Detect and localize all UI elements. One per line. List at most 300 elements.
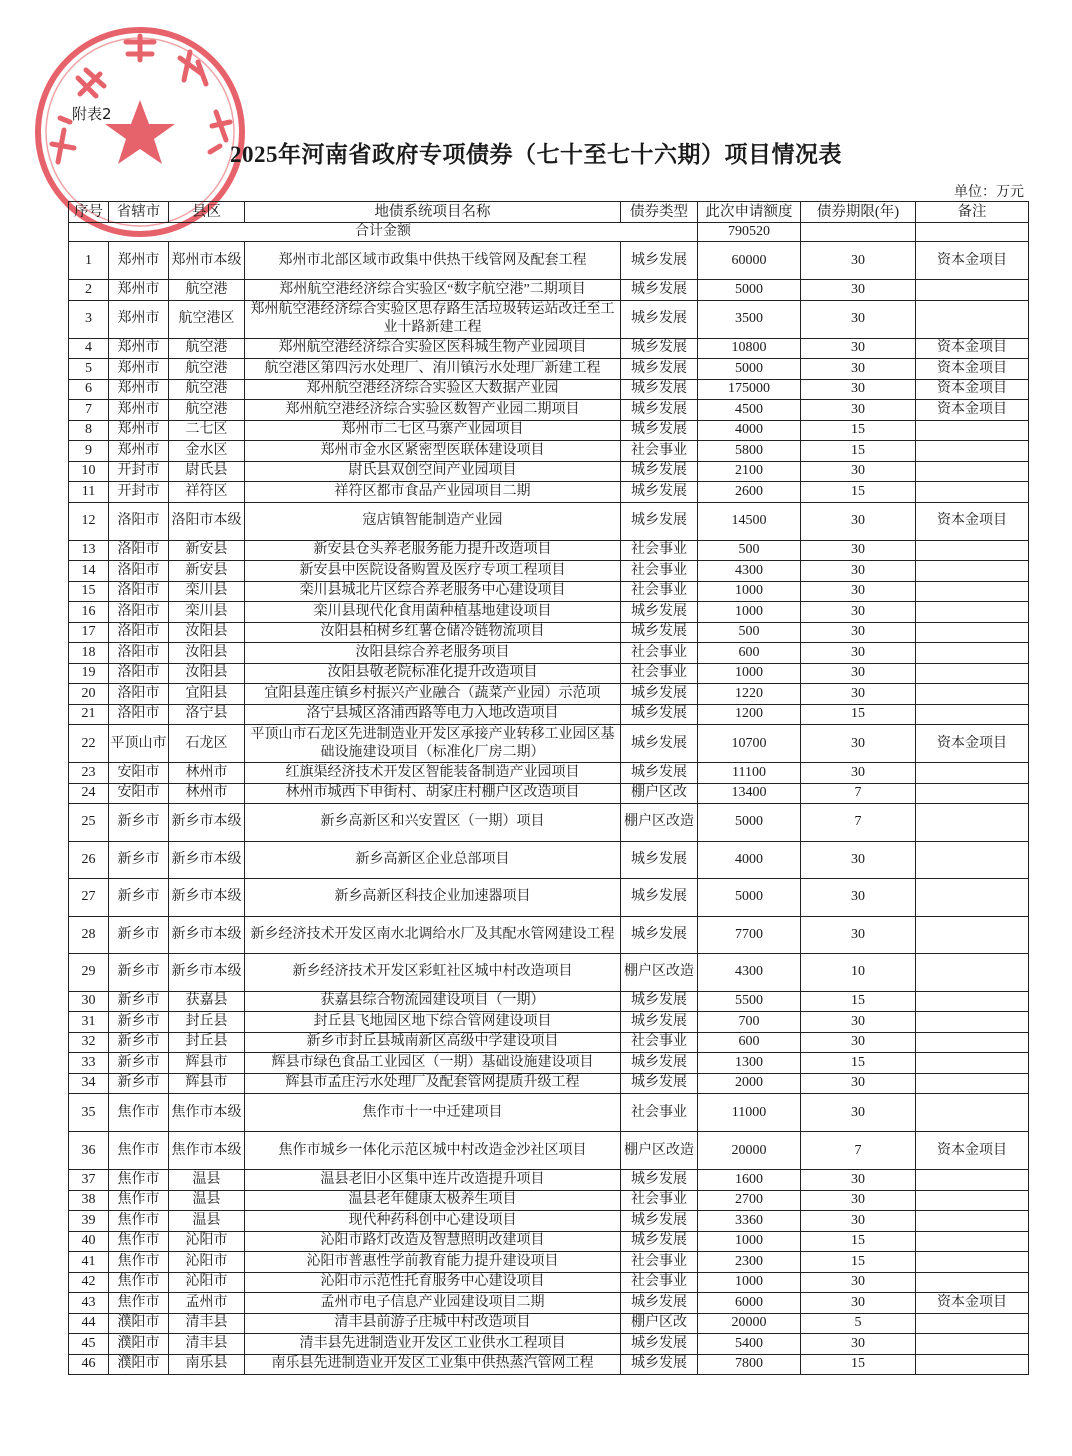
header-row [69,202,1029,223]
cell-city: 郑州市 [109,420,169,441]
cell-bond-type: 城乡发展 [621,1170,698,1191]
cell-county: 航空港 [169,280,245,301]
cell-row-no: 39 [69,1211,109,1232]
cell-project-name: 郑州航空港经济综合实验区“数字航空港”二期项目 [245,280,621,301]
cell-term: 30 [801,1190,916,1211]
cell-bond-type: 社会事业 [621,1252,698,1273]
table-row [69,1073,1029,1094]
table-row [69,482,1029,503]
cell-bond-type: 棚户区改 [621,783,698,804]
cell-bond-type: 城乡发展 [621,400,698,421]
cell-amount: 4300 [698,561,801,582]
col-header-bond-type: 债券类型 [621,202,698,223]
cell-city: 焦作市 [109,1272,169,1293]
cell-project-name: 孟州市电子信息产业园建设项目二期 [245,1293,621,1314]
cell-remark [916,804,1029,842]
cell-row-no: 25 [69,804,109,842]
cell-row-no: 34 [69,1073,109,1094]
table-row [69,1252,1029,1273]
cell-county: 焦作市本级 [169,1094,245,1132]
table-row [69,502,1029,540]
cell-city: 濮阳市 [109,1354,169,1375]
cell-amount: 500 [698,622,801,643]
cell-amount: 4500 [698,400,801,421]
cell-term: 7 [801,804,916,842]
cell-row-no: 16 [69,602,109,623]
cell-amount: 6000 [698,1293,801,1314]
total-row [69,223,1029,242]
cell-remark [916,763,1029,784]
cell-project-name: 现代种药科创中心建设项目 [245,1211,621,1232]
cell-city: 焦作市 [109,1252,169,1273]
cell-amount: 600 [698,643,801,664]
cell-amount: 175000 [698,379,801,400]
cell-amount: 7700 [698,916,801,954]
cell-amount: 1600 [698,1170,801,1191]
cell-term: 30 [801,1293,916,1314]
cell-city: 郑州市 [109,338,169,359]
cell-city: 郑州市 [109,359,169,380]
cell-county: 汝阳县 [169,663,245,684]
cell-project-name: 祥符区都市食品产业园项目二期 [245,482,621,503]
cell-city: 洛阳市 [109,684,169,705]
cell-city: 郑州市 [109,242,169,280]
cell-city: 洛阳市 [109,622,169,643]
cell-bond-type: 城乡发展 [621,502,698,540]
cell-amount: 1000 [698,663,801,684]
cell-county: 孟州市 [169,1293,245,1314]
cell-term: 30 [801,540,916,561]
cell-bond-type: 城乡发展 [621,622,698,643]
cell-project-name: 航空港区第四污水处理厂、洧川镇污水处理厂新建工程 [245,359,621,380]
table-row [69,704,1029,725]
cell-remark [916,280,1029,301]
cell-term: 30 [801,1334,916,1355]
cell-amount: 4300 [698,954,801,992]
cell-bond-type: 社会事业 [621,1032,698,1053]
cell-amount: 3500 [698,300,801,338]
cell-amount: 2300 [698,1252,801,1273]
cell-project-name: 林州市城西下申街村、胡家庄村棚户区改造项目 [245,783,621,804]
cell-term: 30 [801,916,916,954]
col-header-project-name: 地债系统项目名称 [245,202,621,223]
cell-bond-type: 城乡发展 [621,1073,698,1094]
table-row [69,1293,1029,1314]
cell-county: 清丰县 [169,1313,245,1334]
cell-city: 安阳市 [109,783,169,804]
cell-remark [916,602,1029,623]
cell-remark [916,482,1029,503]
cell-city: 开封市 [109,482,169,503]
cell-city: 开封市 [109,461,169,482]
cell-row-no: 8 [69,420,109,441]
cell-project-name: 新乡高新区企业总部项目 [245,841,621,879]
cell-bond-type: 棚户区改造 [621,1132,698,1170]
cell-row-no: 10 [69,461,109,482]
cell-bond-type: 城乡发展 [621,1293,698,1314]
cell-term: 30 [801,400,916,421]
total-amount: 790520 [698,223,801,242]
table-row [69,379,1029,400]
cell-bond-type: 社会事业 [621,540,698,561]
cell-project-name: 寇店镇智能制造产业园 [245,502,621,540]
cell-remark [916,561,1029,582]
table-row [69,300,1029,338]
cell-row-no: 7 [69,400,109,421]
cell-city: 洛阳市 [109,663,169,684]
cell-remark [916,704,1029,725]
cell-term: 30 [801,1073,916,1094]
cell-amount: 5000 [698,804,801,842]
cell-remark [916,663,1029,684]
cell-project-name: 辉县市绿色食品工业园区（一期）基础设施建设项目 [245,1053,621,1074]
cell-city: 新乡市 [109,954,169,992]
cell-county: 温县 [169,1211,245,1232]
table-row [69,1272,1029,1293]
cell-term: 30 [801,300,916,338]
cell-bond-type: 城乡发展 [621,1334,698,1355]
cell-term: 30 [801,242,916,280]
cell-county: 栾川县 [169,581,245,602]
cell-county: 南乐县 [169,1354,245,1375]
cell-remark [916,916,1029,954]
cell-city: 洛阳市 [109,540,169,561]
cell-project-name: 尉氏县双创空间产业园项目 [245,461,621,482]
cell-row-no: 15 [69,581,109,602]
cell-city: 焦作市 [109,1211,169,1232]
cell-term: 30 [801,1211,916,1232]
cell-remark [916,991,1029,1012]
table-row [69,783,1029,804]
cell-bond-type: 城乡发展 [621,242,698,280]
cell-amount: 1000 [698,581,801,602]
cell-city: 郑州市 [109,441,169,462]
project-table [68,201,1029,1375]
cell-amount: 1000 [698,602,801,623]
cell-county: 新乡市本级 [169,879,245,917]
cell-county: 石龙区 [169,725,245,763]
cell-term: 30 [801,1032,916,1053]
cell-county: 新乡市本级 [169,804,245,842]
cell-row-no: 27 [69,879,109,917]
cell-row-no: 14 [69,561,109,582]
cell-amount: 7800 [698,1354,801,1375]
cell-city: 安阳市 [109,763,169,784]
cell-term: 7 [801,1132,916,1170]
page-title: 2025年河南省政府专项债券（七十至七十六期）项目情况表 [230,142,842,167]
cell-county: 汝阳县 [169,622,245,643]
cell-bond-type: 社会事业 [621,441,698,462]
cell-county: 航空港 [169,338,245,359]
cell-row-no: 45 [69,1334,109,1355]
cell-term: 30 [801,379,916,400]
cell-bond-type: 城乡发展 [621,338,698,359]
cell-remark: 资本金项目 [916,502,1029,540]
table-row [69,991,1029,1012]
cell-amount: 3360 [698,1211,801,1232]
cell-project-name: 沁阳市路灯改造及智慧照明改建项目 [245,1231,621,1252]
cell-remark [916,1094,1029,1132]
cell-row-no: 44 [69,1313,109,1334]
cell-bond-type: 社会事业 [621,663,698,684]
cell-city: 洛阳市 [109,643,169,664]
cell-amount: 10700 [698,725,801,763]
cell-remark [916,581,1029,602]
cell-term: 30 [801,622,916,643]
cell-project-name: 新乡市封丘县城南新区高级中学建设项目 [245,1032,621,1053]
cell-county: 金水区 [169,441,245,462]
cell-city: 焦作市 [109,1170,169,1191]
table-row [69,441,1029,462]
cell-county: 辉县市 [169,1073,245,1094]
cell-county: 汝阳县 [169,643,245,664]
cell-remark [916,1252,1029,1273]
cell-row-no: 17 [69,622,109,643]
table-row [69,400,1029,421]
cell-term: 5 [801,1313,916,1334]
cell-term: 30 [801,841,916,879]
table-row [69,1032,1029,1053]
table-row [69,1211,1029,1232]
cell-remark [916,684,1029,705]
cell-county: 新乡市本级 [169,954,245,992]
cell-bond-type: 城乡发展 [621,763,698,784]
cell-project-name: 郑州市二七区马寨产业园项目 [245,420,621,441]
cell-bond-type: 城乡发展 [621,602,698,623]
cell-remark: 资本金项目 [916,338,1029,359]
cell-project-name: 新乡经济技术开发区南水北调给水厂及其配水管网建设工程 [245,916,621,954]
table-row [69,359,1029,380]
cell-row-no: 31 [69,1012,109,1033]
cell-county: 航空港 [169,400,245,421]
cell-term: 30 [801,1094,916,1132]
cell-county: 焦作市本级 [169,1132,245,1170]
cell-row-no: 2 [69,280,109,301]
total-term-empty [801,223,916,242]
cell-project-name: 新安县中医院设备购置及医疗专项工程项目 [245,561,621,582]
table-row [69,461,1029,482]
attachment-label: 附表2 [72,105,112,123]
cell-city: 新乡市 [109,991,169,1012]
cell-remark [916,540,1029,561]
table-row [69,1170,1029,1191]
cell-bond-type: 城乡发展 [621,991,698,1012]
cell-row-no: 35 [69,1094,109,1132]
cell-row-no: 46 [69,1354,109,1375]
cell-city: 平顶山市 [109,725,169,763]
cell-city: 新乡市 [109,841,169,879]
cell-row-no: 37 [69,1170,109,1191]
cell-city: 焦作市 [109,1132,169,1170]
cell-remark [916,879,1029,917]
cell-project-name: 清丰县先进制造业开发区工业供水工程项目 [245,1334,621,1355]
cell-project-name: 郑州航空港经济综合实验区数智产业园二期项目 [245,400,621,421]
cell-bond-type: 城乡发展 [621,1053,698,1074]
cell-project-name: 红旗渠经济技术开发区智能装备制造产业园项目 [245,763,621,784]
cell-project-name: 焦作市城乡一体化示范区城中村改造金沙社区项目 [245,1132,621,1170]
cell-remark [916,954,1029,992]
cell-bond-type: 棚户区改造 [621,954,698,992]
cell-term: 30 [801,359,916,380]
cell-county: 新乡市本级 [169,841,245,879]
cell-project-name: 汝阳县综合养老服务项目 [245,643,621,664]
cell-bond-type: 城乡发展 [621,461,698,482]
table-row [69,602,1029,623]
cell-bond-type: 棚户区改 [621,1313,698,1334]
cell-row-no: 22 [69,725,109,763]
cell-project-name: 栾川县现代化食用菌种植基地建设项目 [245,602,621,623]
cell-row-no: 38 [69,1190,109,1211]
cell-term: 30 [801,602,916,623]
cell-county: 郑州市本级 [169,242,245,280]
col-header-no: 序号 [69,202,109,223]
cell-bond-type: 城乡发展 [621,300,698,338]
cell-county: 宜阳县 [169,684,245,705]
cell-amount: 2000 [698,1073,801,1094]
cell-amount: 20000 [698,1313,801,1334]
table-row [69,622,1029,643]
cell-bond-type: 城乡发展 [621,684,698,705]
table-row [69,1334,1029,1355]
table-row [69,954,1029,992]
cell-county: 尉氏县 [169,461,245,482]
cell-city: 新乡市 [109,1053,169,1074]
cell-bond-type: 社会事业 [621,581,698,602]
cell-row-no: 30 [69,991,109,1012]
col-header-term: 债券期限(年) [801,202,916,223]
cell-remark: 资本金项目 [916,400,1029,421]
cell-bond-type: 城乡发展 [621,1354,698,1375]
cell-remark [916,441,1029,462]
cell-remark: 资本金项目 [916,379,1029,400]
cell-term: 15 [801,991,916,1012]
total-remark-empty [916,223,1029,242]
table-row [69,841,1029,879]
cell-county: 沁阳市 [169,1231,245,1252]
table-row [69,1012,1029,1033]
cell-county: 获嘉县 [169,991,245,1012]
cell-bond-type: 社会事业 [621,1094,698,1132]
cell-remark [916,1012,1029,1033]
cell-row-no: 3 [69,300,109,338]
cell-project-name: 封丘县飞地园区地下综合管网建设项目 [245,1012,621,1033]
col-header-amount: 此次申请额度 [698,202,801,223]
cell-term: 30 [801,1170,916,1191]
cell-county: 沁阳市 [169,1252,245,1273]
cell-county: 新安县 [169,561,245,582]
cell-amount: 1220 [698,684,801,705]
cell-project-name: 郑州航空港经济综合实验区大数据产业园 [245,379,621,400]
cell-row-no: 32 [69,1032,109,1053]
cell-city: 郑州市 [109,400,169,421]
cell-bond-type: 城乡发展 [621,379,698,400]
cell-project-name: 宜阳县莲庄镇乡村振兴产业融合（蔬菜产业园）示范项 [245,684,621,705]
cell-city: 新乡市 [109,879,169,917]
cell-bond-type: 社会事业 [621,1190,698,1211]
cell-row-no: 24 [69,783,109,804]
cell-project-name: 汝阳县柏树乡红薯仓储冷链物流项目 [245,622,621,643]
cell-row-no: 42 [69,1272,109,1293]
cell-term: 15 [801,704,916,725]
cell-row-no: 23 [69,763,109,784]
col-header-remark: 备注 [916,202,1029,223]
cell-row-no: 21 [69,704,109,725]
table-row [69,879,1029,917]
cell-row-no: 40 [69,1231,109,1252]
cell-city: 洛阳市 [109,502,169,540]
cell-amount: 5400 [698,1334,801,1355]
table-row [69,1354,1029,1375]
cell-bond-type: 社会事业 [621,1272,698,1293]
table-row [69,540,1029,561]
cell-bond-type: 城乡发展 [621,420,698,441]
cell-remark [916,1053,1029,1074]
cell-bond-type: 城乡发展 [621,725,698,763]
cell-project-name: 清丰县前游子庄城中村改造项目 [245,1313,621,1334]
cell-remark: 资本金项目 [916,242,1029,280]
cell-city: 郑州市 [109,280,169,301]
cell-city: 洛阳市 [109,581,169,602]
cell-amount: 2700 [698,1190,801,1211]
table-row [69,420,1029,441]
cell-amount: 700 [698,1012,801,1033]
cell-city: 洛阳市 [109,561,169,582]
cell-county: 洛宁县 [169,704,245,725]
cell-amount: 1300 [698,1053,801,1074]
cell-project-name: 汝阳县敬老院标准化提升改造项目 [245,663,621,684]
cell-amount: 10800 [698,338,801,359]
cell-remark [916,1231,1029,1252]
cell-term: 30 [801,684,916,705]
cell-bond-type: 城乡发展 [621,1211,698,1232]
cell-remark [916,622,1029,643]
cell-city: 焦作市 [109,1231,169,1252]
cell-row-no: 11 [69,482,109,503]
cell-term: 30 [801,725,916,763]
cell-term: 15 [801,1354,916,1375]
cell-remark [916,461,1029,482]
cell-amount: 11100 [698,763,801,784]
table-row [69,581,1029,602]
cell-amount: 20000 [698,1132,801,1170]
cell-county: 栾川县 [169,602,245,623]
cell-remark [916,1032,1029,1053]
cell-bond-type: 城乡发展 [621,482,698,503]
cell-bond-type: 城乡发展 [621,916,698,954]
cell-bond-type: 城乡发展 [621,1231,698,1252]
cell-term: 15 [801,420,916,441]
cell-amount: 2100 [698,461,801,482]
table-row [69,242,1029,280]
cell-county: 温县 [169,1190,245,1211]
cell-city: 濮阳市 [109,1313,169,1334]
cell-term: 30 [801,581,916,602]
cell-bond-type: 城乡发展 [621,359,698,380]
cell-remark: 资本金项目 [916,725,1029,763]
cell-amount: 4000 [698,841,801,879]
cell-remark [916,420,1029,441]
cell-row-no: 9 [69,441,109,462]
cell-term: 30 [801,1272,916,1293]
cell-term: 30 [801,879,916,917]
cell-bond-type: 城乡发展 [621,280,698,301]
cell-bond-type: 社会事业 [621,643,698,664]
cell-row-no: 12 [69,502,109,540]
cell-city: 新乡市 [109,1012,169,1033]
cell-remark [916,1272,1029,1293]
cell-project-name: 郑州航空港经济综合实验区思存路生活垃圾转运站改迁至工业十路新建工程 [245,300,621,338]
cell-project-name: 新乡高新区和兴安置区（一期）项目 [245,804,621,842]
